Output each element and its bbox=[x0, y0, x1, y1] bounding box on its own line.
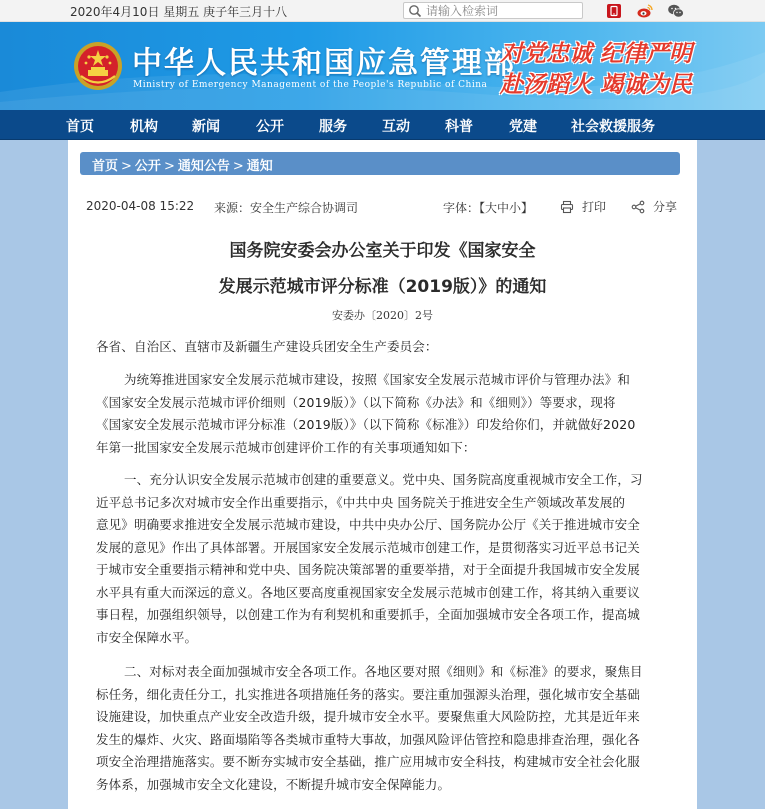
slogan-line2: 赴汤蹈火 竭诚为民 bbox=[500, 71, 693, 98]
paragraph-line: 近平总书记多次对城市安全作出重要指示，《中共中央 国务院关于推进安全生产领域改革发展的 bbox=[96, 494, 626, 510]
breadcrumb-notices[interactable]: 通知公告 bbox=[177, 159, 230, 174]
weibo-icon[interactable] bbox=[636, 2, 654, 20]
nav-item-science[interactable]: 科普 bbox=[445, 119, 473, 135]
paragraph-section2 bbox=[96, 661, 643, 796]
document-number: 安委办〔2020〕2号 bbox=[332, 309, 433, 322]
site-title: 中华人民共和国应急管理部 bbox=[132, 46, 516, 81]
slogan-line1: 对党忠诚 纪律严明 bbox=[500, 40, 693, 67]
paragraph-line: 意见》明确要求推进安全发展示范城市建设，中共中央办公厅、国务院办公厅《关于推进城市安全 bbox=[96, 517, 640, 532]
printer-icon bbox=[560, 200, 574, 214]
paragraph-line: 一、充分认识安全发展示范城市创建的重要意义。党中央、国务院高度重视城市安全工作，习 bbox=[124, 472, 643, 487]
article-title-line1: 国务院安委会办公室关于印发《国家安全 bbox=[229, 241, 536, 261]
paragraph-line: 于城市安全重要指示精神和党中央、国务院决策部署的重要举措，对于全面提升我国城市安全发展 bbox=[96, 562, 640, 577]
article-container bbox=[68, 140, 697, 809]
share-button[interactable] bbox=[631, 198, 677, 215]
article-title-line2: 发展示范城市评分标准（2019版）》的通知 bbox=[218, 277, 547, 297]
nav-item-home[interactable]: 首页 bbox=[66, 119, 94, 135]
nav-item-public[interactable]: 公开 bbox=[256, 119, 284, 135]
paragraph-line: 二、对标对表全面加强城市安全各项工作。各地区要对照《细则》和《标准》的要求，聚焦目 bbox=[124, 664, 643, 679]
paragraph-line: 年第一批国家安全发展示范城市创建评价工作的有关事项通知如下： bbox=[96, 439, 476, 455]
top-utility-bar bbox=[0, 0, 765, 22]
nav-item-institutions[interactable]: 机构 bbox=[130, 119, 158, 135]
search-icon[interactable] bbox=[408, 4, 422, 18]
breadcrumb-separator: > bbox=[163, 159, 175, 174]
paragraph-line: 为统筹推进国家安全发展示范城市建设，按照《国家安全发展示范城市评价与管理办法》和 bbox=[124, 372, 631, 387]
paragraph-line: 《国家安全发展示范城市评价细则（2019版）》（以下简称《办法》和《细则》）等要求，现将 bbox=[96, 394, 616, 410]
search-input[interactable] bbox=[426, 3, 580, 18]
nav-item-news[interactable]: 新闻 bbox=[192, 119, 220, 135]
breadcrumb-separator: > bbox=[232, 159, 244, 174]
header-banner bbox=[0, 22, 765, 110]
national-emblem-icon[interactable] bbox=[73, 41, 123, 91]
nav-item-party[interactable]: 党建 bbox=[509, 119, 537, 135]
paragraph-intro bbox=[96, 369, 635, 459]
paragraph-line: 事日程，加强组织领导，以创建工作为有利契机和重要抓手，全面加强城市安全各项工作，提高城 bbox=[96, 607, 640, 622]
mobile-icon[interactable] bbox=[605, 2, 623, 20]
greeting-text: 各省、自治区、直辖市及新疆生产建设兵团安全生产委员会： bbox=[96, 339, 438, 354]
font-size-control[interactable]: 字体：【大中小】 bbox=[443, 201, 534, 215]
site-subtitle: Ministry of Emergency Management of the People's Republic of China bbox=[133, 80, 488, 90]
share-icon bbox=[631, 200, 645, 214]
paragraph-line: 水平具有重大而深远的意义。各地区要高度重视国家安全发展示范城市创建工作，将其纳入重要议 bbox=[96, 584, 640, 600]
paragraph-line: 标任务，细化责任分工，扎实推进各项措施任务的落实。要注重加强源头治理，强化城市安全基础 bbox=[96, 686, 640, 702]
print-label: 打印 bbox=[582, 200, 607, 214]
search-box[interactable] bbox=[403, 2, 583, 19]
paragraph-line: 项安全治理措施落实。要不断夯实城市安全基础，推广应用城市安全科技，构建城市安全社会化服 bbox=[96, 754, 640, 769]
breadcrumb-public[interactable]: 公开 bbox=[134, 159, 161, 174]
breadcrumb-separator: > bbox=[121, 159, 132, 174]
paragraph-section1 bbox=[96, 469, 643, 649]
nav-item-rescue-services[interactable]: 社会救援服务 bbox=[571, 119, 655, 135]
paragraph-line: 《国家安全发展示范城市评分标准（2019版）》（以下简称《标准》）印发给你们，并就做好2020 bbox=[96, 417, 636, 432]
paragraph-line: 务体系，加强城市安全文化建设，不断提升城市安全保障能力。 bbox=[96, 776, 451, 792]
breadcrumb-home[interactable]: 首页 bbox=[92, 159, 119, 174]
greeting bbox=[96, 336, 438, 359]
paragraph-line: 设施建设，加快重点产业安全改造升级，提升城市安全水平。要聚焦重大风险防控，尤其是近年来 bbox=[96, 709, 640, 724]
publish-time: 2020-04-08 15:22 bbox=[86, 199, 195, 213]
share-label: 分享 bbox=[653, 200, 678, 214]
paragraph-line: 发展的意见》作出了具体部署。开展国家安全发展示范城市创建工作，是贯彻落实习近平总书记关 bbox=[96, 539, 640, 555]
nav-item-services[interactable]: 服务 bbox=[319, 119, 347, 135]
article-source: 来源：安全生产综合协调司 bbox=[214, 201, 359, 215]
wechat-icon[interactable] bbox=[667, 2, 685, 20]
print-button[interactable] bbox=[560, 198, 606, 215]
breadcrumb bbox=[80, 152, 680, 175]
current-date: 2020年4月10日 星期五 庚子年三月十八 bbox=[70, 5, 288, 19]
article-meta bbox=[86, 199, 686, 217]
breadcrumb-notice[interactable]: 通知 bbox=[246, 159, 273, 174]
paragraph-line: 市安全保障水平。 bbox=[96, 629, 198, 645]
main-nav bbox=[0, 110, 765, 140]
nav-item-interaction[interactable]: 互动 bbox=[382, 119, 410, 135]
paragraph-line: 发生的爆炸、火灾、路面塌陷等各类城市重特大事故，加强风险评估管控和隐患排查治理，强化各 bbox=[96, 731, 640, 747]
